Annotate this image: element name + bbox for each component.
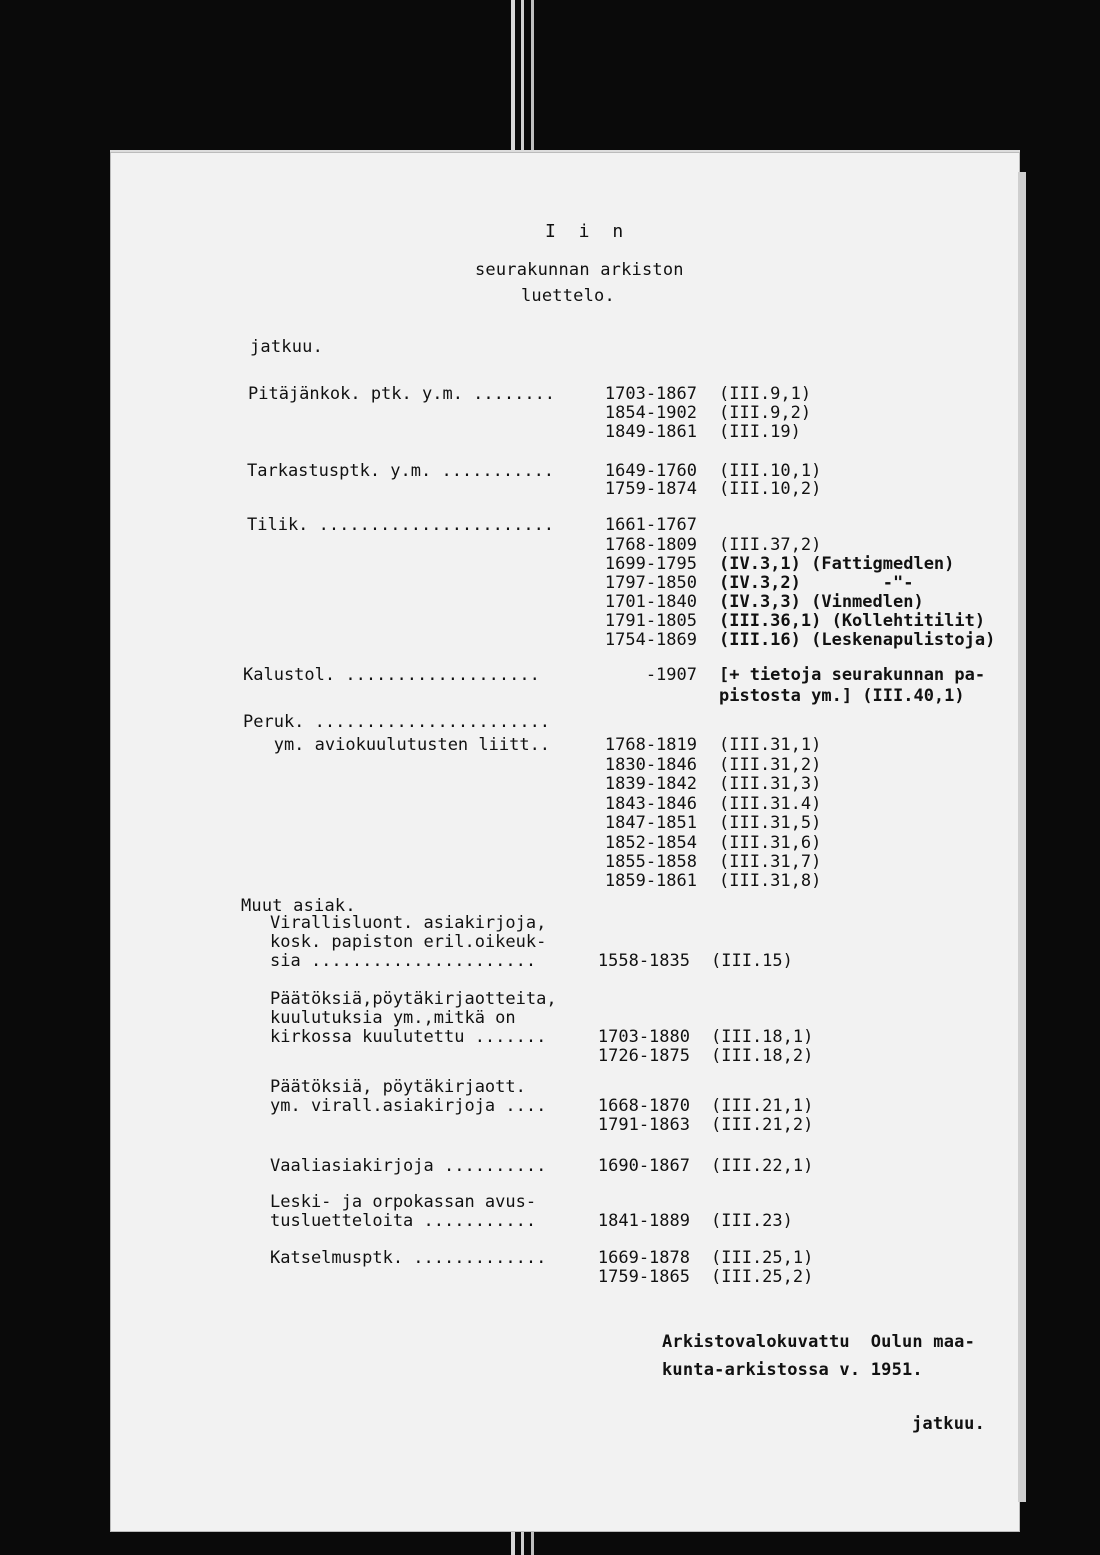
archive-note-1: Arkistovalokuvattu Oulun maa-	[662, 1332, 976, 1352]
row-reference: (III.10,2)	[719, 479, 822, 499]
row-reference: (III.19)	[719, 422, 801, 442]
row-years: 1649-1760	[604, 461, 697, 481]
row-reference: (IV.3,3) (Vinmedlen)	[719, 592, 924, 612]
page-subtitle: seurakunnan arkiston	[475, 260, 684, 280]
entry-years: 1841-1889	[597, 1211, 690, 1231]
entry-years: 1726-1875	[597, 1046, 690, 1066]
row-years: 1839-1842	[604, 774, 697, 794]
row-reference: (III.31.4)	[719, 794, 822, 814]
row-reference: (IV.3,1) (Fattigmedlen)	[719, 554, 955, 574]
entry-years: 1703-1880	[597, 1027, 690, 1047]
row-reference: (III.31,5)	[719, 813, 822, 833]
row-years: 1797-1850	[604, 573, 697, 593]
entry-reference: (III.21,2)	[711, 1115, 814, 1135]
continued-bottom: jatkuu.	[912, 1414, 986, 1434]
entry-line: kosk. papiston eril.oikeuk-	[270, 932, 547, 952]
continued-top: jatkuu.	[250, 337, 324, 357]
entry-line: Katselmusptk. .............	[270, 1248, 547, 1268]
entry-line: tusluetteloita ...........	[270, 1211, 537, 1231]
row-reference: (III.9,2)	[719, 403, 812, 423]
row-years: 1791-1805	[604, 611, 697, 631]
row-years: 1699-1795	[604, 554, 697, 574]
row-reference: [+ tietoja seurakunnan pa-	[719, 665, 986, 685]
row-years: 1854-1902	[604, 403, 697, 423]
row-years: 1759-1874	[604, 479, 697, 499]
document-page	[110, 150, 1020, 1532]
entry-line: kuulutuksia ym.,mitkä on	[270, 1008, 516, 1028]
entry-reference: (III.18,1)	[711, 1027, 814, 1047]
row-years: -1907	[645, 665, 697, 685]
entry-line: Päätöksiä, pöytäkirjaott.	[270, 1077, 526, 1097]
row-reference: pistosta ym.] (III.40,1)	[719, 686, 965, 706]
row-reference: (III.36,1) (Kollehtitilit)	[719, 611, 986, 631]
row-label: Kalustol. ...................	[243, 665, 540, 685]
page-subtitle-2: luettelo.	[521, 286, 615, 306]
entry-reference: (III.22,1)	[711, 1156, 814, 1176]
row-years: 1849-1861	[604, 422, 697, 442]
row-years: 1859-1861	[604, 871, 697, 891]
entry-years: 1791-1863	[597, 1115, 690, 1135]
entry-years: 1690-1867	[597, 1156, 690, 1176]
row-label: ym. aviokuulutusten liitt..	[243, 735, 551, 755]
entry-line: Virallisluont. asiakirjoja,	[270, 913, 547, 933]
row-label: Tarkastusptk. y.m. ...........	[247, 461, 555, 481]
row-reference: (III.37,2)	[719, 535, 822, 555]
entry-reference: (III.18,2)	[711, 1046, 814, 1066]
entry-reference: (III.25,1)	[711, 1248, 814, 1268]
row-reference: (III.31,2)	[719, 755, 822, 775]
row-years: 1754-1869	[604, 630, 697, 650]
entry-line: ym. virall.asiakirjoja ....	[270, 1096, 547, 1116]
row-reference: (III.31,3)	[719, 774, 822, 794]
page-title: I i n	[545, 221, 630, 242]
row-years: 1768-1809	[604, 535, 697, 555]
row-years: 1661-1767	[604, 515, 697, 535]
row-years: 1701-1840	[604, 592, 697, 612]
entry-years: 1558-1835	[597, 951, 690, 971]
row-reference: (III.9,1)	[719, 384, 812, 404]
row-reference: (III.31,6)	[719, 833, 822, 853]
entry-line: sia ......................	[270, 951, 537, 971]
row-years: 1847-1851	[604, 813, 697, 833]
row-reference: (III.10,1)	[719, 461, 822, 481]
row-reference: (III.31,8)	[719, 871, 822, 891]
row-reference: (III.31,7)	[719, 852, 822, 872]
archive-note-2: kunta-arkistossa v. 1951.	[662, 1360, 923, 1380]
entry-reference: (III.25,2)	[711, 1267, 814, 1287]
section-heading: Muut asiak.	[241, 896, 356, 916]
entry-line: Vaaliasiakirjoja ..........	[270, 1156, 547, 1176]
entry-line: kirkossa kuulutettu .......	[270, 1027, 547, 1047]
entry-years: 1668-1870	[597, 1096, 690, 1116]
row-label: Peruk. .......................	[243, 712, 551, 732]
entry-reference: (III.23)	[711, 1211, 793, 1231]
row-years: 1768-1819	[604, 735, 697, 755]
row-reference: (III.31,1)	[719, 735, 822, 755]
row-reference: (IV.3,2) -"-	[719, 573, 914, 593]
row-years: 1830-1846	[604, 755, 697, 775]
row-label: Tilik. .......................	[247, 515, 555, 535]
entry-line: Päätöksiä,pöytäkirjaotteita,	[270, 989, 557, 1009]
row-reference: (III.16) (Leskenapulistoja)	[719, 630, 996, 650]
row-label: Pitäjänkok. ptk. y.m. ........	[248, 384, 556, 404]
row-years: 1843-1846	[604, 794, 697, 814]
entry-line: Leski- ja orpokassan avus-	[270, 1192, 537, 1212]
entry-years: 1759-1865	[597, 1267, 690, 1287]
row-years: 1855-1858	[604, 852, 697, 872]
entry-reference: (III.15)	[711, 951, 793, 971]
row-years: 1852-1854	[604, 833, 697, 853]
entry-reference: (III.21,1)	[711, 1096, 814, 1116]
page-edge	[1018, 172, 1026, 1502]
entry-years: 1669-1878	[597, 1248, 690, 1268]
row-years: 1703-1867	[604, 384, 697, 404]
